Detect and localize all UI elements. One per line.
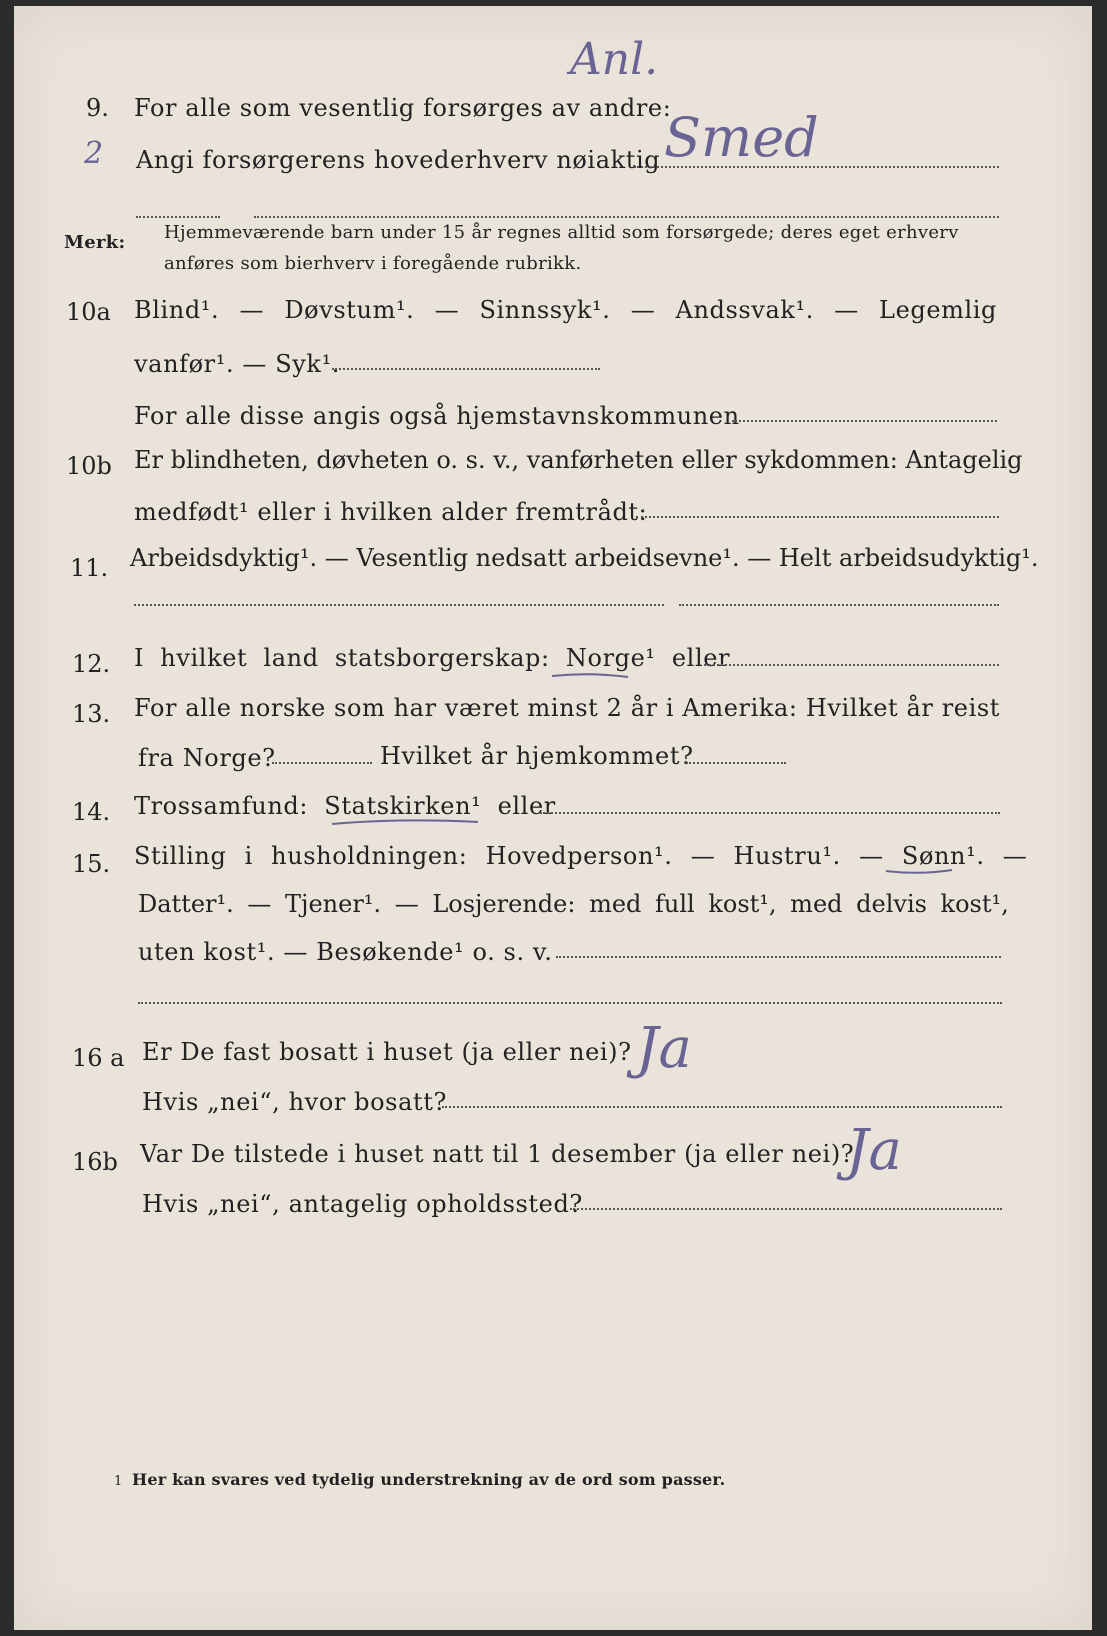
- q14-answer-line: [540, 812, 1000, 814]
- q13-line2a: fra Norge?: [138, 744, 276, 772]
- q11-extra-line-b: [679, 604, 999, 606]
- q9-extra-line-a: [136, 216, 220, 218]
- q10b-number: 10b: [66, 452, 112, 480]
- q13-line2b: Hvilket år hjemkommet?: [380, 742, 694, 770]
- merk-line1: Hjemmeværende barn under 15 år regnes alltid som forsørgede; deres eget erhverv: [164, 222, 959, 243]
- q13-hjemkommet-answer-line: [686, 762, 786, 764]
- q15-answer-line: [556, 956, 1001, 958]
- q9-line1: For alle som vesentlig forsørges av andre:: [134, 94, 672, 122]
- q15-extra-line: [138, 1002, 1002, 1004]
- footnote-mark: 1: [114, 1474, 123, 1489]
- norge-underline: [550, 672, 630, 680]
- q10a-line1: Blind¹. — Døvstum¹. — Sinnssyk¹. — Andssvak¹. — Legemlig: [134, 296, 998, 324]
- q10a-line2-answer-line: [332, 368, 600, 370]
- q13-reist-answer-line: [272, 762, 372, 764]
- handwritten-note-top: Anl.: [570, 34, 659, 85]
- q15-line1: Stilling i husholdningen: Hovedperson¹. — Hustru¹. — Sønn¹. —: [134, 842, 1028, 870]
- q10b-answer-line: [636, 516, 999, 518]
- handwritten-mark-q9: 2: [84, 136, 104, 171]
- q11-extra-line-a: [134, 604, 664, 606]
- sonn-underline: [884, 868, 954, 876]
- q10a-number: 10a: [66, 298, 111, 326]
- q12-answer-line: [704, 664, 999, 666]
- q16a-line1: Er De fast bosatt i huset (ja eller nei)?: [142, 1038, 632, 1066]
- q10a-line3-answer-line: [732, 420, 997, 422]
- statskirken-underline: [330, 818, 480, 828]
- q13-line1: For alle norske som har været minst 2 år i Amerika: Hvilket år reist: [134, 694, 1001, 722]
- q9-line2: Angi forsørgerens hovederhverv nøiaktig: [136, 146, 661, 174]
- q15-line2: Datter¹. — Tjener¹. — Losjerende: med full kost¹, med delvis kost¹,: [138, 890, 1009, 918]
- handwritten-answer-q16b: Ja: [846, 1118, 902, 1183]
- q15-number: 15.: [72, 850, 111, 878]
- q10a-line3: For alle disse angis også hjemstavnskommunen: [134, 402, 740, 430]
- q16a-answer-line: [442, 1106, 1002, 1108]
- q9-extra-line-b: [254, 216, 999, 218]
- q16a-number: 16 a: [72, 1044, 125, 1072]
- merk-line2: anføres som bierhverv i foregående rubrikk.: [164, 253, 582, 274]
- q10a-line2: vanfør¹. — Syk¹.: [134, 350, 341, 378]
- q9-number: 9.: [86, 94, 109, 122]
- q14-line1: Trossamfund: Statskirken¹ eller: [134, 792, 556, 820]
- q16a-line2: Hvis „nei“, hvor bosatt?: [142, 1088, 447, 1116]
- q12-number: 12.: [72, 650, 111, 678]
- q16b-answer-line: [570, 1208, 1002, 1210]
- q12-line1: I hvilket land statsborgerskap: Norge¹ eller: [134, 644, 731, 672]
- q15-line3: uten kost¹. — Besøkende¹ o. s. v.: [138, 938, 553, 966]
- q11-number: 11.: [70, 554, 109, 582]
- census-form-page: [14, 6, 1092, 1630]
- q14-number: 14.: [72, 798, 111, 826]
- handwritten-answer-q16a: Ja: [636, 1016, 692, 1081]
- q16b-line1: Var De tilstede i huset natt til 1 desember (ja eller nei)?: [140, 1140, 855, 1168]
- handwritten-answer-q9: Smed: [664, 106, 819, 169]
- q11-line1: Arbeidsdyktig¹. — Vesentlig nedsatt arbeidsevne¹. — Helt arbeidsudyktig¹.: [130, 544, 1039, 572]
- footnote-text: Her kan svares ved tydelig understrekning av de ord som passer.: [132, 1470, 726, 1489]
- q13-number: 13.: [72, 700, 111, 728]
- q16b-line2: Hvis „nei“, antagelig opholdssted?: [142, 1190, 583, 1218]
- merk-label: Merk:: [64, 232, 126, 253]
- q10b-line1: Er blindheten, døvheten o. s. v., vanførheten eller sykdommen: Antagelig: [134, 446, 1023, 474]
- q10b-line2: medfødt¹ eller i hvilken alder fremtrådt:: [134, 498, 648, 526]
- q16b-number: 16b: [72, 1148, 118, 1176]
